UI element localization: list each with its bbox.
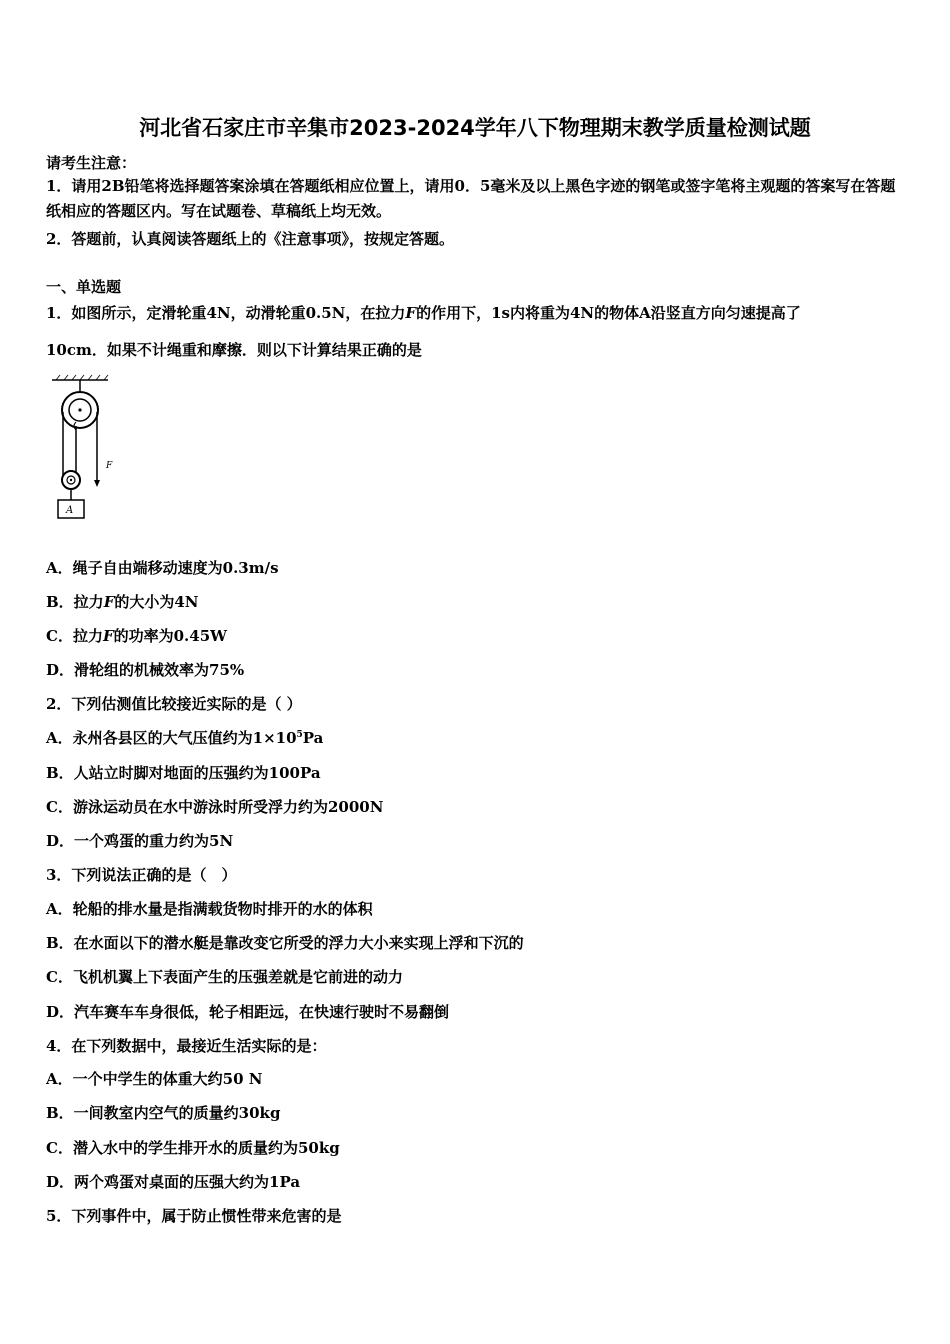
question-1-stem-part-b: 的作用下，1s内将重为4N的物体A沿竖直方向匀速提高了 — [416, 304, 801, 322]
question-1-stem-continued: 10cm．如果不计绳重和摩擦．则以下计算结果正确的是 — [46, 341, 422, 359]
question-3-option-d: D．汽车赛车车身很低，轮子相距远，在快速行驶时不易翻倒 — [46, 1003, 450, 1021]
option-c-prefix: C．拉力 — [46, 627, 103, 645]
question-2-option-c: C．游泳运动员在水中游泳时所受浮力约为2000N — [46, 798, 384, 816]
movable-pulley-axle — [70, 479, 72, 481]
question-1-option-a: A．绳子自由端移动速度为0.3m/s — [46, 559, 279, 577]
option-b-suffix: 的大小为4N — [114, 593, 199, 611]
question-2-option-a — [46, 727, 323, 748]
notice-heading: 请考生注意： — [46, 154, 137, 172]
question-3-option-b: B．在水面以下的潜水艇是靠改变它所受的浮力大小来实现上浮和下沉的 — [46, 934, 524, 952]
force-arrow — [94, 480, 100, 487]
question-1-option-b — [46, 591, 199, 612]
notice-item-1: 1．请用2B铅笔将选择题答案涂填在答题纸相应位置上，请用0．5毫米及以上黑色字迹的钢笔或签字笔将主观题的答案写在答题纸相应的答题区内。写在试题卷、草稿纸上均无效。 — [46, 177, 896, 220]
question-5-stem: 5．下列事件中，属于防止惯性带来危害的是 — [46, 1207, 342, 1225]
notice-item-2: 2．答题前，认真阅读答题纸上的《注意事项》，按规定答题。 — [46, 230, 454, 248]
question-4-option-d: D．两个鸡蛋对桌面的压强大约为1Pa — [46, 1173, 301, 1191]
q2-option-a-unit: Pa — [302, 729, 324, 747]
question-3-option-c: C．飞机机翼上下表面产生的压强差就是它前进的动力 — [46, 968, 403, 986]
question-2-option-d: D．一个鸡蛋的重力约为5N — [46, 832, 234, 850]
question-3-option-a: A．轮船的排水量是指满载货物时排开的水的体积 — [46, 900, 373, 918]
question-1-stem — [46, 302, 801, 323]
question-2-stem: 2．下列估测值比较接近实际的是（ ） — [46, 695, 302, 713]
question-3-stem: 3．下列说法正确的是（ ） — [46, 866, 237, 884]
option-c-suffix: 的功率为0.45W — [113, 627, 227, 645]
question-2-option-b: B．人站立时脚对地面的压强约为100Pa — [46, 764, 321, 782]
question-4-option-b: B．一间教室内空气的质量约30kg — [46, 1104, 281, 1122]
force-label: F — [106, 461, 113, 471]
question-4-stem: 4．在下列数据中，最接近生活实际的是： — [46, 1037, 327, 1055]
section-heading: 一、单选题 — [46, 278, 122, 296]
question-4-option-c: C．潜入水中的学生排开水的质量约为50kg — [46, 1139, 340, 1157]
option-b-prefix: B．拉力 — [46, 593, 104, 611]
q2-option-a-prefix: A．永州各县区的大气压值约为1×10 — [46, 729, 297, 747]
block-a-label: A — [66, 505, 74, 516]
option-c-variable: F — [102, 627, 114, 645]
q2-option-a-exponent: 5 — [296, 730, 303, 740]
question-4-option-a: A．一个中学生的体重大约50 N — [46, 1070, 263, 1088]
question-1-stem-variable: F — [405, 304, 417, 322]
pulley-diagram — [46, 372, 126, 522]
question-1-option-d: D．滑轮组的机械效率为75% — [46, 661, 245, 679]
fixed-pulley-axle — [78, 408, 81, 411]
page-title: 河北省石家庄市辛集市2023-2024学年八下物理期末教学质量检测试题 — [139, 116, 811, 140]
option-b-variable: F — [103, 593, 115, 611]
question-1-option-c — [46, 625, 227, 646]
question-1-stem-part-a: 1．如图所示，定滑轮重4N，动滑轮重0.5N，在拉力 — [46, 304, 406, 322]
